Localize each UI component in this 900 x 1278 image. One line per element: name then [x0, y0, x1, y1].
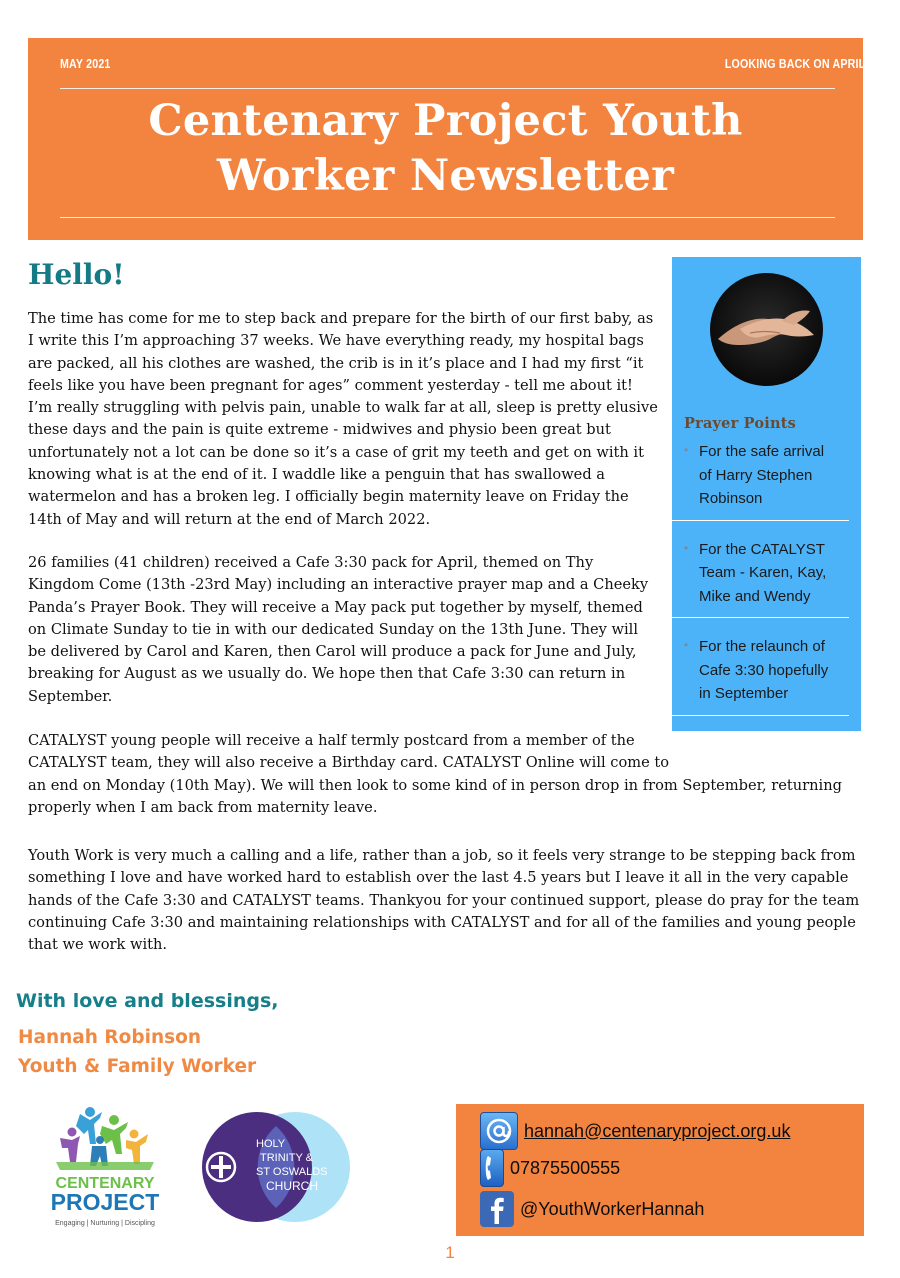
issue-tagline: LOOKING BACK ON APRIL [724, 56, 865, 71]
church-line-2: TRINITY & [260, 1152, 313, 1164]
logo-line-project: PROJECT [50, 1189, 160, 1215]
prayer-point: • For the safe arrival of Harry Stephen Robinson [672, 437, 849, 521]
phone-number[interactable]: 07875500555 [510, 1157, 621, 1178]
facebook-icon [480, 1191, 514, 1227]
centenary-project-logo [50, 1104, 160, 1232]
paragraph-maternity: The time has come for me to step back and prepare for the birth of our first baby, as I write this I’m approaching 37 weeks. We have everything ready, my hospital bags are packed, all his clothes are washed, the crib is in it’s place and I had my first “it feels like you have been pregnant for ages” comment yesterday - tell me about it! I’m really struggling with pelvis pain, unable to walk far at all, sleep is pretty elusive these days and the pain is quite extreme - midwives and physio been great but unfortunately not a lot can be done so it’s a case of grit my teeth and get on with it knowing what is at the end of it. I waddle like a penguin that has swallowed a watermelon and has a broken leg. I officially begin maternity leave on Friday the 14th of May and will return at the end of March 2022. [28, 310, 658, 528]
bullet-icon: • [684, 638, 689, 652]
paragraph-youth-work: Youth Work is very much a calling and a life, rather than a job, so it feels very strange to be stepping back from something I love and have worked hard to establish over the last 4.5 years but I leave it all in the very capable hands of the Cafe 3:30 and CATALYST teams. Thankyou for your continued support, please do pray for the team continuing Cafe 3:30 and maintaining relationships with CATALYST and for all of the families and young people that we work with. [28, 847, 860, 954]
contact-box [456, 1104, 864, 1236]
page-number: 1 [445, 1243, 455, 1262]
issue-date: MAY 2021 [60, 56, 111, 71]
centenary-project-figures-icon [50, 1104, 160, 1232]
header-bottom-rule [60, 217, 835, 218]
signoff-greeting: With love and blessings, [16, 990, 279, 1012]
church-logo-icon [200, 1110, 352, 1224]
church-line-4: CHURCH [266, 1179, 318, 1193]
prayer-point: • For the CATALYST Team - Karen, Kay, Mike and Wendy [672, 535, 849, 619]
praying-hands-image [710, 273, 823, 386]
bullet-icon: • [684, 540, 689, 555]
paragraph-cafe-packs: 26 families (41 children) received a Cafe 3:30 pack for April, themed on Thy Kingdom Come (13th -23rd May) including an interactive prayer map and a Cheeky Panda’s Prayer Book. They will receive a May pack put together by myself, themed on Climate Sunday to tie in with our dedicated Sunday on the 13th June. They will be delivered by Carol and Karen, then Carol will produce a pack for June and July, breaking for August as we usually do. We hope then that Cafe 3:30 can return in September. [28, 554, 649, 705]
title-line-2: Worker Newsletter [216, 151, 675, 201]
church-line-3: ST OSWALDS [256, 1166, 328, 1178]
prayer-points-list [672, 437, 861, 730]
author-name: Hannah Robinson [18, 1027, 202, 1048]
newsletter-title [28, 94, 863, 204]
header-top-rule [60, 88, 835, 89]
email-link[interactable]: hannah@centenaryproject.org.uk [524, 1120, 791, 1141]
email-row[interactable] [480, 1114, 790, 1148]
title-line-1: Centenary Project Youth [148, 96, 743, 146]
holy-trinity-church-logo [200, 1110, 352, 1224]
catalyst-line-2: CATALYST team, they will also receive a Birthday card. CATALYST Online will come to [28, 754, 670, 772]
phone-icon [480, 1149, 504, 1187]
phone-row[interactable] [480, 1151, 620, 1185]
bullet-icon: • [684, 443, 689, 457]
praying-hands-icon [710, 273, 823, 386]
logo-line-centenary: CENTENARY [55, 1175, 155, 1192]
prayer-points-heading: Prayer Points [684, 415, 796, 432]
logo-tagline: Engaging | Nurturing | Discipling [55, 1220, 155, 1227]
facebook-row[interactable] [480, 1192, 704, 1226]
catalyst-line-3: an end on Monday (10th May). We will then look to some kind of in person drop in from September, returning properly when I am back from maternity leave. [28, 776, 842, 816]
prayer-point: • For the relaunch of Cafe 3:30 hopefully in September [672, 632, 849, 716]
author-role: Youth & Family Worker [18, 1056, 257, 1077]
paragraph-catalyst [28, 730, 868, 819]
prayer-points-sidebar [672, 257, 861, 731]
facebook-handle[interactable]: @YouthWorkerHannah [520, 1198, 705, 1219]
at-sign-icon [480, 1112, 518, 1150]
church-line-1: HOLY [256, 1138, 286, 1150]
catalyst-line-1: CATALYST young people will receive a half termly postcard from a member of the [28, 732, 635, 749]
greeting-heading: Hello! [28, 258, 125, 291]
newsletter-header [28, 38, 863, 240]
